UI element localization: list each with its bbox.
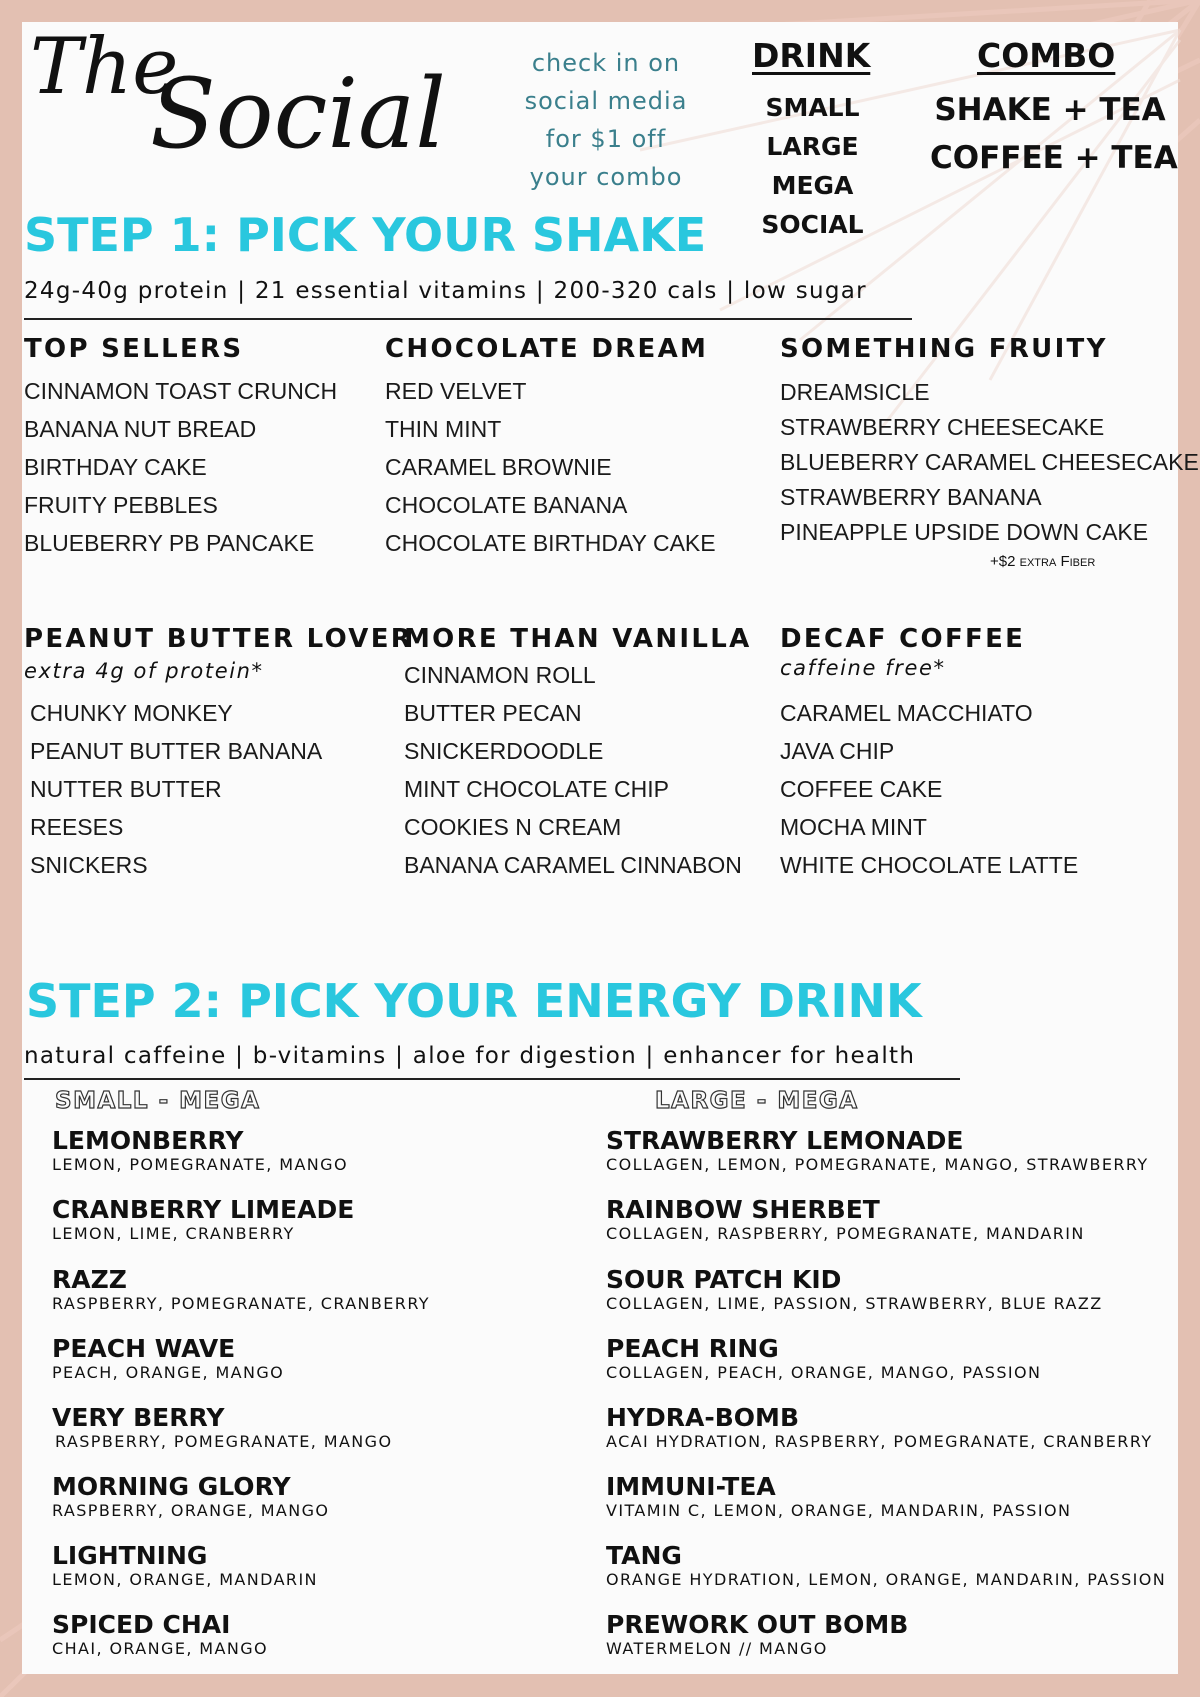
drink-size: SMALL bbox=[765, 93, 860, 122]
promo-line: social media bbox=[524, 87, 688, 115]
promo-line: check in on bbox=[531, 49, 681, 77]
combo-option: SHAKE + TEA bbox=[934, 92, 1166, 128]
drink-ingredients: VITAMIN C, LEMON, ORANGE, MANDARIN, PASSION bbox=[606, 1501, 1072, 1520]
drink-name: PEACH WAVE bbox=[52, 1334, 236, 1363]
energy-drink bbox=[606, 1335, 1041, 1383]
chocolate-dream-list bbox=[385, 372, 716, 562]
flavor-item: CINNAMON TOAST CRUNCH bbox=[24, 378, 338, 404]
drink-name: SOUR PATCH KID bbox=[606, 1265, 842, 1294]
flavor-item: PINEAPPLE UPSIDE DOWN CAKE bbox=[780, 519, 1149, 545]
flavor-item: BLUEBERRY CARAMEL CHEESECAKE bbox=[780, 449, 1199, 475]
drink-ingredients: COLLAGEN, PEACH, ORANGE, MANGO, PASSION bbox=[606, 1363, 1042, 1382]
more-than-vanilla-list bbox=[404, 656, 742, 884]
category-top-sellers: TOP SELLERS bbox=[24, 334, 244, 364]
energy-drink bbox=[606, 1196, 1085, 1244]
decaf-subtitle: caffeine free* bbox=[780, 656, 946, 680]
flavor-item: JAVA CHIP bbox=[780, 738, 895, 764]
flavor-item: REESES bbox=[30, 814, 124, 840]
drink-size: LARGE bbox=[766, 132, 859, 161]
flavor-item: PEANUT BUTTER BANANA bbox=[30, 738, 323, 764]
flavor-item: RED VELVET bbox=[385, 378, 527, 404]
drink-size: MEGA bbox=[771, 171, 854, 200]
energy-drink bbox=[52, 1127, 348, 1175]
flavor-item: CINNAMON ROLL bbox=[404, 662, 596, 688]
promo-line: for $1 off bbox=[545, 125, 667, 153]
drink-size-title: DRINK bbox=[752, 36, 871, 75]
flavor-item: MOCHA MINT bbox=[780, 814, 927, 840]
flavor-item: CHOCOLATE BIRTHDAY CAKE bbox=[385, 530, 716, 556]
promo-line: your combo bbox=[529, 163, 683, 191]
drink-size: SOCIAL bbox=[761, 210, 864, 239]
flavor-item: THIN MINT bbox=[385, 416, 502, 442]
drink-ingredients: LEMON, POMEGRANATE, MANGO bbox=[52, 1155, 348, 1174]
flavor-item: CARAMEL MACCHIATO bbox=[780, 700, 1033, 726]
energy-drink bbox=[52, 1542, 318, 1590]
flavor-item: CHOCOLATE BANANA bbox=[385, 492, 628, 518]
flavor-item: CHUNKY MONKEY bbox=[30, 700, 233, 726]
small-mega-header: SMALL - MEGA bbox=[55, 1088, 261, 1114]
drink-ingredients: COLLAGEN, RASPBERRY, POMEGRANATE, MANDARIN bbox=[606, 1224, 1085, 1243]
drink-name: PEACH RING bbox=[606, 1334, 779, 1363]
drink-ingredients: COLLAGEN, LEMON, POMEGRANATE, MANGO, STRAWBERRY bbox=[606, 1155, 1149, 1174]
flavor-item: STRAWBERRY BANANA bbox=[780, 484, 1042, 510]
step2-tagline: natural caffeine | b-vitamins | aloe for digestion | enhancer for health bbox=[24, 1043, 916, 1069]
logo-social: Social bbox=[150, 58, 446, 170]
flavor-item: BUTTER PECAN bbox=[404, 700, 582, 726]
drink-ingredients: ACAI HYDRATION, RASPBERRY, POMEGRANATE, CRANBERRY bbox=[606, 1432, 1153, 1451]
logo-the: The bbox=[30, 22, 179, 112]
energy-drink bbox=[52, 1611, 268, 1659]
flavor-item: COOKIES N CREAM bbox=[404, 814, 622, 840]
combo-option: COFFEE + TEA bbox=[930, 140, 1178, 176]
energy-drink bbox=[606, 1542, 1166, 1590]
category-chocolate-dream: CHOCOLATE DREAM bbox=[385, 334, 709, 364]
decaf-coffee-list bbox=[780, 694, 1078, 884]
combo-title: COMBO bbox=[977, 36, 1116, 75]
flavor-item: FRUITY PEBBLES bbox=[24, 492, 218, 518]
drink-name: VERY BERRY bbox=[52, 1403, 225, 1432]
drink-name: IMMUNI-TEA bbox=[606, 1472, 776, 1501]
energy-drink bbox=[606, 1127, 1149, 1175]
energy-drink bbox=[52, 1266, 430, 1314]
drink-name: RAINBOW SHERBET bbox=[606, 1195, 880, 1224]
flavor-item: STRAWBERRY CHEESECAKE bbox=[780, 414, 1105, 440]
category-something-fruity: SOMETHING FRUITY bbox=[780, 334, 1108, 364]
drink-name: HYDRA-BOMB bbox=[606, 1403, 799, 1432]
flavor-item: WHITE CHOCOLATE LATTE bbox=[780, 852, 1079, 878]
drink-name: LIGHTNING bbox=[52, 1541, 208, 1570]
drink-ingredients: ORANGE HYDRATION, LEMON, ORANGE, MANDARIN, PASSION bbox=[606, 1570, 1167, 1589]
energy-drink bbox=[52, 1404, 392, 1452]
drink-ingredients: PEACH, ORANGE, MANGO bbox=[52, 1363, 285, 1382]
category-decaf-coffee: DECAF COFFEE bbox=[780, 624, 1026, 654]
drink-ingredients: WATERMELON // MANGO bbox=[606, 1639, 828, 1658]
drink-ingredients: RASPBERRY, POMEGRANATE, MANGO bbox=[55, 1432, 393, 1451]
combo-list bbox=[930, 86, 1178, 182]
flavor-item: COFFEE CAKE bbox=[780, 776, 943, 802]
large-mega-header: LARGE - MEGA bbox=[655, 1088, 859, 1114]
drink-ingredients: LEMON, ORANGE, MANDARIN bbox=[52, 1570, 318, 1589]
drink-ingredients: RASPBERRY, POMEGRANATE, CRANBERRY bbox=[52, 1294, 430, 1313]
flavor-item: DREAMSICLE bbox=[780, 379, 930, 405]
drink-name: SPICED CHAI bbox=[52, 1610, 231, 1639]
energy-drink bbox=[52, 1473, 329, 1521]
divider bbox=[24, 1078, 960, 1080]
flavor-item: MINT CHOCOLATE CHIP bbox=[404, 776, 669, 802]
drink-ingredients: COLLAGEN, LIME, PASSION, STRAWBERRY, BLUE RAZZ bbox=[606, 1294, 1103, 1313]
flavor-item: BANANA NUT BREAD bbox=[24, 416, 257, 442]
drink-name: RAZZ bbox=[52, 1265, 127, 1294]
drink-name: LEMONBERRY bbox=[52, 1126, 244, 1155]
drink-size-list bbox=[740, 88, 885, 244]
step1-tagline: 24g-40g protein | 21 essential vitamins | 200-320 cals | low sugar bbox=[24, 278, 867, 304]
drink-ingredients: RASPBERRY, ORANGE, MANGO bbox=[52, 1501, 330, 1520]
flavor-item: NUTTER BUTTER bbox=[30, 776, 222, 802]
divider bbox=[24, 318, 912, 320]
drink-ingredients: LEMON, LIME, CRANBERRY bbox=[52, 1224, 295, 1243]
energy-drink bbox=[606, 1611, 908, 1659]
social-promo bbox=[506, 44, 706, 196]
energy-drink bbox=[606, 1266, 1103, 1314]
flavor-item: BANANA CARAMEL CINNABON bbox=[404, 852, 742, 878]
peanut-butter-subtitle: extra 4g of protein* bbox=[24, 659, 264, 683]
peanut-butter-list bbox=[30, 694, 322, 884]
drink-name: MORNING GLORY bbox=[52, 1472, 291, 1501]
top-sellers-list bbox=[24, 372, 337, 562]
energy-drink bbox=[606, 1473, 1071, 1521]
flavor-item: BIRTHDAY CAKE bbox=[24, 454, 207, 480]
fiber-note: +$2 extra Fiber bbox=[990, 553, 1096, 570]
step2-title: STEP 2: PICK YOUR ENERGY DRINK bbox=[26, 974, 922, 1028]
category-more-than-vanilla: MORE THAN VANILLA bbox=[404, 624, 752, 654]
flavor-item: SNICKERDOODLE bbox=[404, 738, 604, 764]
energy-drink bbox=[52, 1335, 284, 1383]
drink-name: STRAWBERRY LEMONADE bbox=[606, 1126, 964, 1155]
something-fruity-list bbox=[780, 375, 1199, 550]
category-peanut-butter-lover: PEANUT BUTTER LOVER bbox=[24, 624, 414, 654]
energy-drink bbox=[52, 1196, 354, 1244]
flavor-item: BLUEBERRY PB PANCAKE bbox=[24, 530, 315, 556]
flavor-item: CARAMEL BROWNIE bbox=[385, 454, 612, 480]
flavor-item: SNICKERS bbox=[30, 852, 148, 878]
energy-drink bbox=[606, 1404, 1153, 1452]
drink-ingredients: CHAI, ORANGE, MANGO bbox=[52, 1639, 269, 1658]
drink-name: PREWORK OUT BOMB bbox=[606, 1610, 909, 1639]
drink-name: TANG bbox=[606, 1541, 682, 1570]
step1-title: STEP 1: PICK YOUR SHAKE bbox=[24, 208, 707, 262]
drink-name: CRANBERRY LIMEADE bbox=[52, 1195, 355, 1224]
